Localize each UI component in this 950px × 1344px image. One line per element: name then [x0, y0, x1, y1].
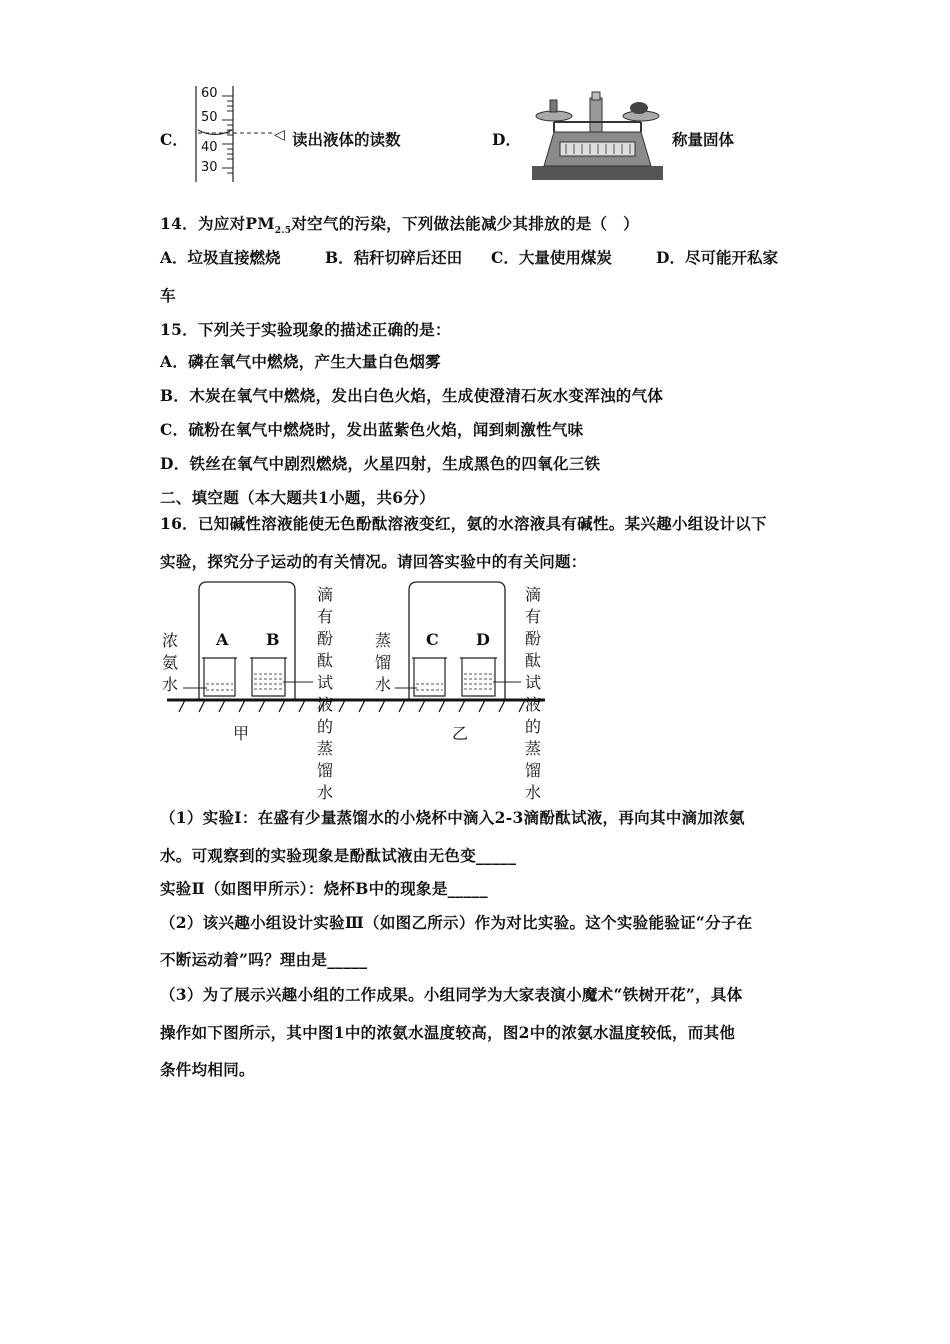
- q14-option-c: C．大量使用煤炭: [491, 248, 612, 267]
- label-concentrated-ammonia: 浓氨水: [161, 631, 178, 694]
- q15-option-d: D．铁丝在氧气中剧烈燃烧，火星四射，生成黑色的四氧化三铁: [160, 454, 601, 473]
- q16-line-1: 16．已知碱性溶液能使无色酚酞溶液变红，氨的水溶液具有碱性。某兴趣小组设计以下: [160, 514, 767, 533]
- scale-label-40: 40: [201, 140, 218, 155]
- q14-option-d-wrap: 车: [160, 286, 176, 305]
- q15-stem: 15．下列关于实验现象的描述正确的是：: [160, 320, 451, 339]
- balance-icon: [530, 86, 665, 182]
- section-heading: 二、填空题（本大题共1小题，共6分）: [160, 488, 435, 507]
- label-distilled-water: 蒸馏水: [374, 631, 391, 694]
- q15-option-a: A．磷在氧气中燃烧，产生大量白色烟雾: [160, 352, 441, 371]
- q15-option-b: B．木炭在氧气中燃烧，发出白色火焰，生成使澄清石灰水变浑浊的气体: [160, 386, 664, 405]
- q16-line-2: 实验，探究分子运动的有关情况。请回答实验中的有关问题：: [160, 552, 587, 571]
- q16-part1-line-2: 水。可观察到的实验现象是酚酞试液由无色变_____: [160, 846, 517, 865]
- option-c-caption: 读出液体的读数: [292, 130, 401, 149]
- scale-label-50: 50: [201, 110, 218, 125]
- beaker-b-label: B: [266, 630, 280, 649]
- q16-part2-line-1: （2）该兴趣小组设计实验Ⅲ（如图乙所示）作为对比实验。这个实验能验证“分子在: [160, 913, 753, 932]
- beaker-c-label: C: [426, 630, 439, 649]
- option-d-letter: D．: [492, 130, 521, 149]
- q16-part1-line-1: （1）实验Ⅰ：在盛有少量蒸馏水的小烧杯中滴入2-3滴酚酞试液，再向其中滴加浓氨: [160, 808, 745, 827]
- q14-stem: 14．为应对$PM_{2.5}$对空气的污染，下列做法能减少其排放的是（ ）: [160, 214, 639, 237]
- q16-part3-line-1: （3）为了展示兴趣小组的工作成果。小组同学为大家表演小魔术“铁树开花”，具体: [160, 985, 743, 1004]
- q15-option-c: C．硫粉在氧气中燃烧时，发出蓝紫色火焰，闻到刺激性气味: [160, 420, 584, 439]
- q16-part3-line-2: 操作如下图所示，其中图1中的浓氨水温度较高，图2中的浓氨水温度较低，而其他: [160, 1023, 736, 1042]
- q16-part3-line-3: 条件均相同。: [160, 1060, 255, 1079]
- experiment-drawing: [155, 578, 565, 748]
- q14-option-a: A．垃圾直接燃烧: [160, 248, 281, 267]
- option-c-letter: C．: [160, 130, 188, 149]
- scale-label-30: 30: [201, 160, 218, 175]
- experiment-figure: [155, 578, 565, 802]
- figure-caption-yi: 乙: [452, 724, 469, 743]
- q16-part2-line-2: 不断运动着”吗？理由是_____: [160, 950, 368, 969]
- graduated-cylinder-figure: [186, 84, 286, 184]
- eye-icon: ◁: [274, 127, 285, 143]
- q16-part1-line-3: 实验Ⅱ（如图甲所示）：烧杯B中的现象是_____: [160, 879, 488, 898]
- beaker-a-label: A: [216, 630, 229, 649]
- figure-caption-jia: 甲: [233, 724, 250, 743]
- q14-option-b: B．秸秆切碎后还田: [325, 248, 463, 267]
- scale-label-60: 60: [201, 86, 218, 101]
- label-phenolphthalein-water-jia: 滴有酚酞试液的蒸馏水: [316, 585, 333, 802]
- beaker-d-label: D: [476, 630, 490, 649]
- q14-option-d: D．尽可能开私家: [656, 248, 778, 267]
- label-phenolphthalein-water-yi: 滴有酚酞试液的蒸馏水: [524, 585, 541, 802]
- balance-figure: [530, 86, 665, 182]
- option-d-caption: 称量固体: [672, 130, 735, 149]
